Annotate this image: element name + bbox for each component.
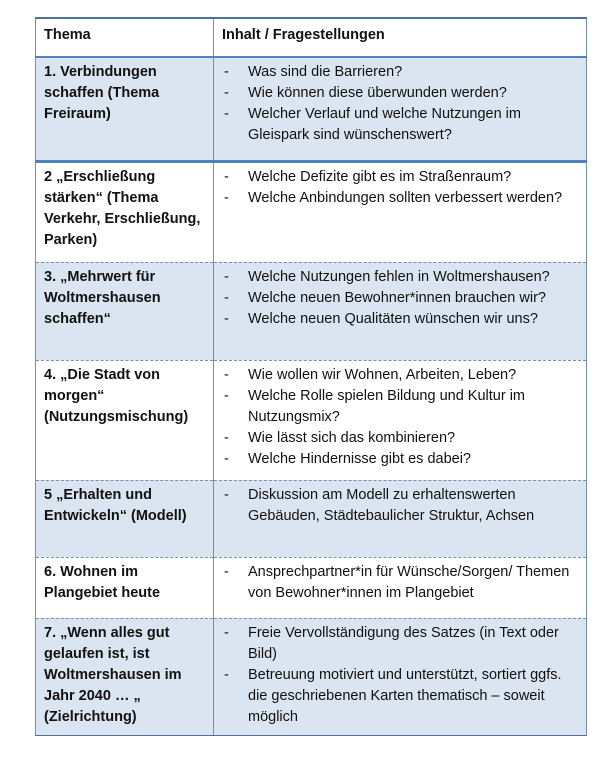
table-row (36, 262, 587, 360)
list-item: - Diskussion am Modell zu erhaltenswerten Gebäuden, Städtebaulicher Struktur, Achsen (222, 485, 578, 527)
thema-cell: 4. „Die Stadt von morgen“ (Nutzungsmischung) (36, 360, 214, 480)
inhalt-cell (214, 57, 587, 161)
table-row (36, 557, 587, 618)
list-item: - Was sind die Barrieren? (222, 62, 578, 83)
thema-cell: 2 „Erschließung stärken“ (Thema Verkehr, Erschließung, Parken) (36, 161, 214, 262)
list-item: - Wie lässt sich das kombinieren? (222, 428, 578, 449)
list-item: - Welche Nutzungen fehlen in Woltmershausen? (222, 267, 578, 288)
header-inhalt: Inhalt / Fragestellungen (214, 18, 587, 57)
thema-cell: 7. „Wenn alles gut gelaufen ist, ist Woltmershausen im Jahr 2040 … „ (Zielrichtung) (36, 618, 214, 735)
table-row (36, 57, 587, 161)
list-item: - Welche neuen Bewohner*innen brauchen wir? (222, 288, 578, 309)
inhalt-cell (214, 360, 587, 480)
thema-cell: 1. Verbindungen schaffen (Thema Freiraum) (36, 57, 214, 161)
inhalt-cell (214, 557, 587, 618)
table-row (36, 480, 587, 557)
list-item: - Welche Defizite gibt es im Straßenraum? (222, 167, 578, 188)
list-item: - Welcher Verlauf und welche Nutzungen im Gleispark sind wünschenswert? (222, 104, 578, 146)
topics-table (35, 17, 587, 736)
inhalt-cell (214, 161, 587, 262)
inhalt-cell (214, 262, 587, 360)
list-item: - Freie Vervollständigung des Satzes (in Text oder Bild) (222, 623, 578, 665)
header-thema: Thema (36, 18, 214, 57)
list-item: - Wie können diese überwunden werden? (222, 83, 578, 104)
list-item: - Ansprechpartner*in für Wünsche/Sorgen/ Themen von Bewohner*innen im Plangebiet (222, 562, 578, 604)
list-item: - Wie wollen wir Wohnen, Arbeiten, Leben? (222, 365, 578, 386)
list-item: - Welche Anbindungen sollten verbessert werden? (222, 188, 578, 209)
thema-cell: 3. „Mehrwert für Woltmershausen schaffen“ (36, 262, 214, 360)
list-item: - Welche Rolle spielen Bildung und Kultur im Nutzungsmix? (222, 386, 578, 428)
inhalt-cell (214, 618, 587, 735)
thema-cell: 5 „Erhalten und Entwickeln“ (Modell) (36, 480, 214, 557)
list-item: - Welche Hindernisse gibt es dabei? (222, 449, 578, 470)
table-row (36, 618, 587, 735)
inhalt-cell (214, 480, 587, 557)
thema-cell: 6. Wohnen im Plangebiet heute (36, 557, 214, 618)
table-header-row (36, 18, 587, 57)
table-row (36, 360, 587, 480)
table-row (36, 161, 587, 262)
list-item: - Betreuung motiviert und unterstützt, sortiert ggfs. die geschriebenen Karten thematisch – soweit möglich (222, 665, 578, 728)
list-item: - Welche neuen Qualitäten wünschen wir uns? (222, 309, 578, 330)
